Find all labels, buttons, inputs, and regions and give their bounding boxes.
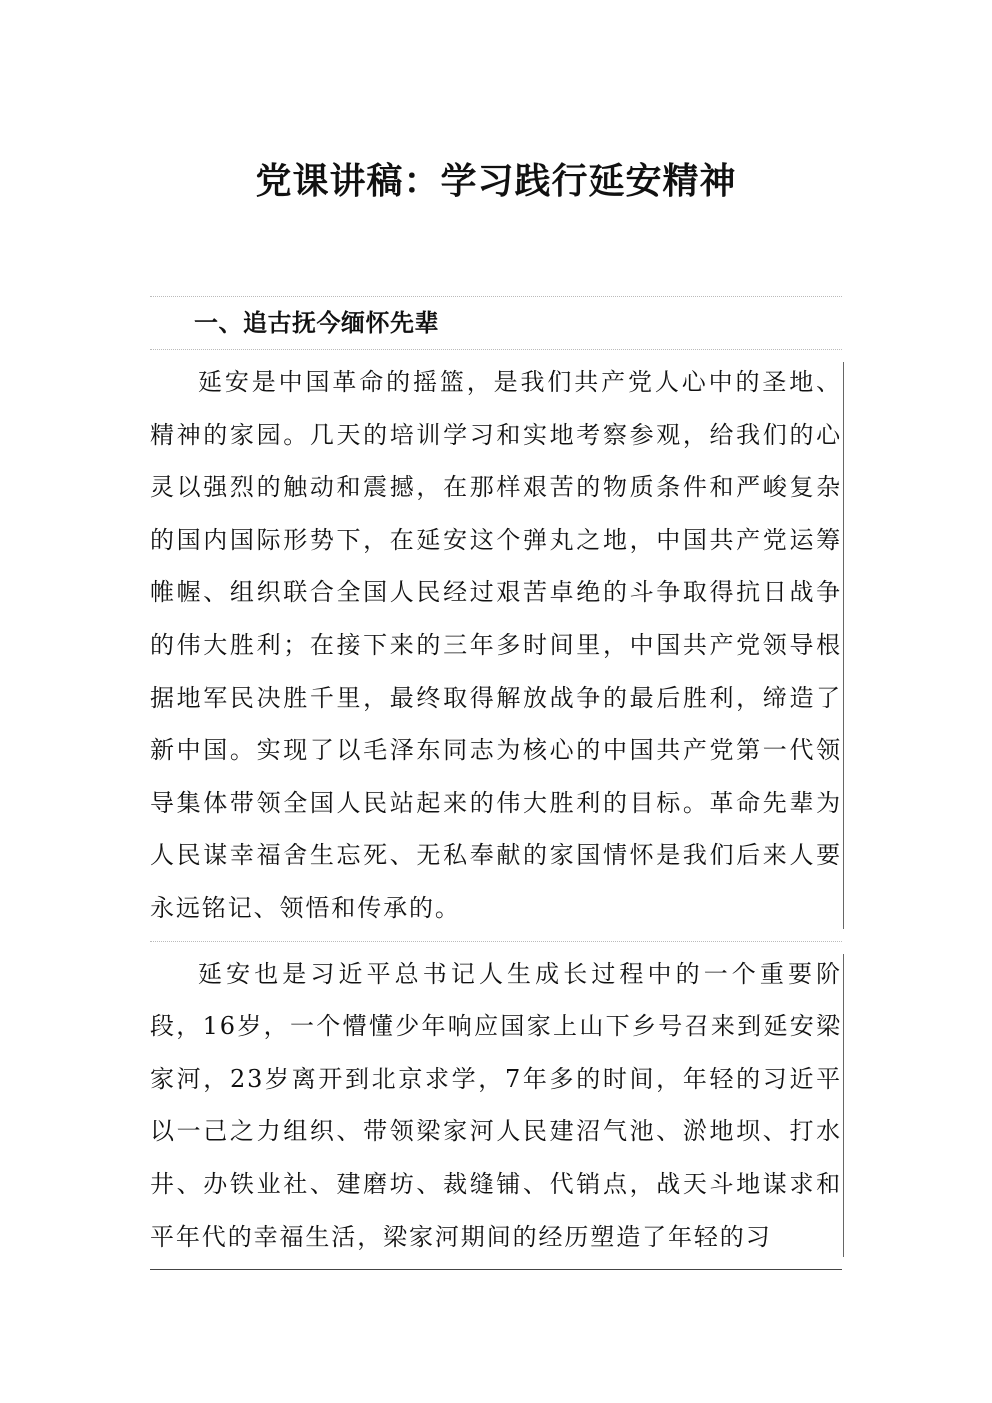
section-heading: 一、追古抚今缅怀先辈	[194, 309, 439, 337]
paragraph	[150, 942, 842, 1270]
margin-mark	[843, 954, 844, 1258]
document-title: 党课讲稿：学习践行延安精神	[255, 161, 737, 202]
document-body	[150, 296, 842, 1270]
margin-mark	[843, 362, 844, 929]
paragraph	[150, 350, 842, 941]
paragraph-text: 延安也是习近平总书记人生成长过程中的一个重要阶段，16岁，一个懵懂少年响应国家上山下乡号召来到延安梁家河，23岁离开到北京求学，7年多的时间，年轻的习近平以一己之力组织、带领梁家河人民建沼气池、淤地坝、打水井、办铁业社、建磨坊、裁缝铺、代销点，战天斗地谋求和平年代的幸福生活，梁家河期间的经历塑造了年轻的习	[150, 959, 842, 1251]
page-bottom-rule	[150, 1269, 842, 1270]
paragraph-text: 延安是中国革命的摇篮，是我们共产党人心中的圣地、精神的家园。几天的培训学习和实地考察参观，给我们的心灵以强烈的触动和震撼，在那样艰苦的物质条件和严峻复杂的国内国际形势下，在延安这个弹丸之地，中国共产党运筹帷幄、组织联合全国人民经过艰苦卓绝的斗争取得抗日战争的伟大胜利；在接下来的三年多时间里，中国共产党领导根据地军民决胜千里，最终取得解放战争的最后胜利，缔造了新中国。实现了以毛泽东同志为核心的中国共产党第一代领导集体带领全国人民站起来的伟大胜利的目标。革命先辈为人民谋幸福舍生忘死、无私奉献的家国情怀是我们后来人要永远铭记、领悟和传承的。	[150, 368, 842, 922]
